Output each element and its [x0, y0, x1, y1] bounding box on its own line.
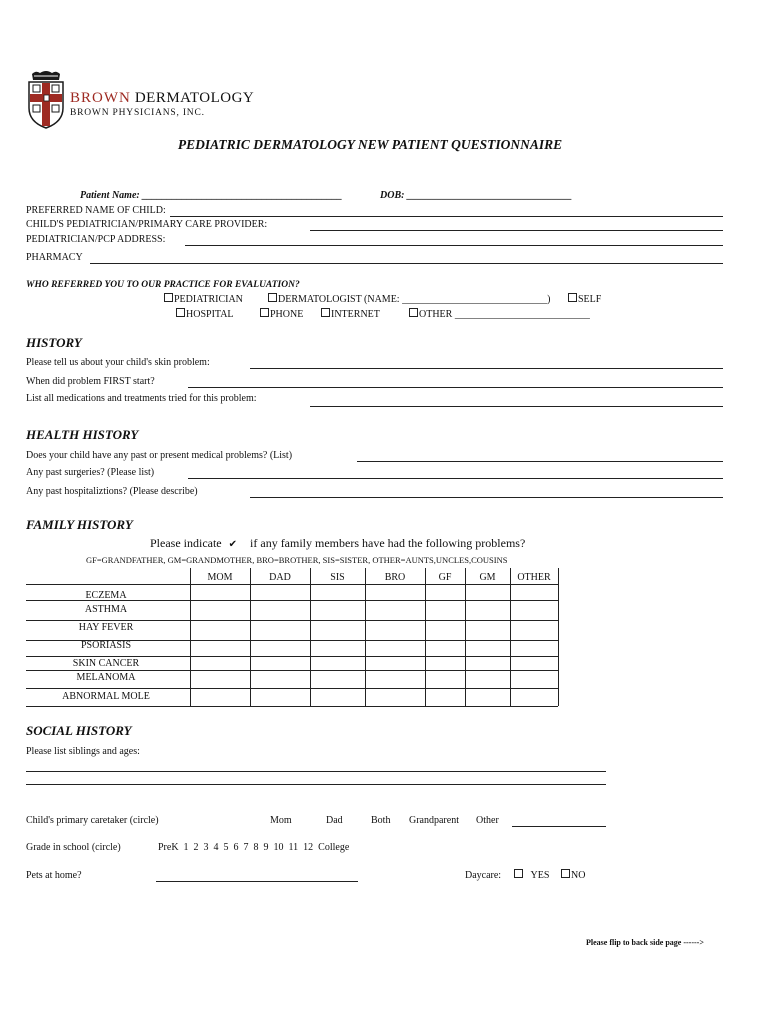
health-q2-field[interactable]: [188, 478, 723, 479]
siblings-field-2[interactable]: [26, 784, 606, 785]
family-instruction-a: Please indicate: [150, 536, 222, 550]
pets-label: Pets at home?: [26, 870, 82, 881]
family-col-header-mom: MOM: [207, 572, 233, 583]
caretaker-option-grandparent[interactable]: Grandparent: [409, 815, 459, 826]
family-grid-vline: [310, 568, 311, 706]
checkbox-icon[interactable]: [164, 293, 173, 302]
health-q3-label: Any past hospitaliztions? (Please describe): [26, 486, 198, 497]
family-row-label-asthma: ASTHMA: [84, 604, 128, 615]
checkbox-icon[interactable]: [561, 869, 570, 878]
health-q3-field[interactable]: [250, 497, 723, 498]
family-row-label-abnormal-mole: ABNORMAL MOLE: [62, 691, 150, 702]
family-instruction-b: if any family members have had the following problems?: [250, 536, 526, 550]
checkbox-icon[interactable]: [260, 308, 269, 317]
family-col-header-dad: DAD: [269, 572, 291, 583]
social-history-heading: SOCIAL HISTORY: [26, 723, 132, 738]
pharmacy-field[interactable]: [90, 263, 723, 264]
health-q1-field[interactable]: [357, 461, 723, 462]
family-row-label-skin-cancer: SKIN CANCER: [72, 658, 140, 669]
family-grid-vline: [558, 568, 559, 706]
history-heading: HISTORY: [26, 335, 82, 350]
caretaker-option-mom[interactable]: Mom: [270, 815, 292, 826]
siblings-label: Please list siblings and ages:: [26, 746, 140, 757]
referral-other-label: OTHER ___________________________: [419, 309, 590, 320]
history-q3-label: List all medications and treatments tried for this problem:: [26, 393, 257, 404]
history-q2-field[interactable]: [188, 387, 723, 388]
family-row-label-melanoma: MELANOMA: [76, 672, 136, 683]
family-grid-vline: [425, 568, 426, 706]
daycare-yes-option[interactable]: [514, 869, 549, 881]
logo-brand-red: BROWN: [70, 90, 131, 106]
health-q2-label: Any past surgeries? (Please list): [26, 467, 155, 478]
daycare-no-option[interactable]: [561, 869, 585, 881]
history-q1-label: Please tell us about your child's skin problem:: [26, 357, 210, 368]
checkbox-icon[interactable]: [268, 293, 277, 302]
caretaker-option-dad[interactable]: Dad: [326, 815, 343, 826]
logo-brand-black: DERMATOLOGY: [134, 90, 255, 106]
family-grid-vline: [190, 568, 191, 706]
preferred-name-field[interactable]: [170, 216, 723, 217]
caretaker-option-other[interactable]: Other: [476, 815, 499, 826]
logo: [26, 70, 276, 130]
family-grid-vline: [465, 568, 466, 706]
grade-label: Grade in school (circle): [26, 842, 121, 853]
family-col-header-gm: GM: [479, 572, 496, 583]
family-legend: GF=GRANDFATHER, GM=GRANDMOTHER, BRO=BROTHER, SIS=SISTER, OTHER=AUNTS,UNCLES,COUSINS: [86, 555, 508, 565]
health-q1-label: Does your child have any past or present medical problems? (List): [26, 450, 293, 461]
family-row-label-psoriasis: PSORIASIS: [80, 640, 132, 651]
patient-name-label: Patient Name: ________________________________________: [80, 190, 343, 201]
checkbox-icon[interactable]: [409, 308, 418, 317]
referral-phone-option[interactable]: [260, 308, 303, 320]
health-history-heading: HEALTH HISTORY: [26, 427, 139, 442]
family-grid-vline: [510, 568, 511, 706]
family-grid-hline: [26, 706, 558, 707]
pets-field[interactable]: [156, 881, 358, 882]
caretaker-label: Child's primary caretaker (circle): [26, 815, 159, 826]
family-history-heading: FAMILY HISTORY: [26, 517, 133, 532]
family-col-header-sis: SIS: [330, 572, 345, 583]
checkbox-icon[interactable]: [176, 308, 185, 317]
pcp-address-label: PEDIATRICIAN/PCP ADDRESS:: [26, 234, 166, 245]
family-instruction: [150, 536, 525, 551]
referral-pediatrician-option[interactable]: [164, 293, 243, 305]
family-grid-vline: [250, 568, 251, 706]
referral-dermatologist-option[interactable]: [268, 293, 550, 305]
family-grid-hline: [26, 670, 558, 671]
referral-pediatrician-label: PEDIATRICIAN: [174, 294, 243, 305]
dob-label: DOB: _________________________________: [380, 190, 572, 201]
grade-options[interactable]: PreK 1 2 3 4 5 6 7 8 9 10 11 12 College: [158, 842, 350, 853]
family-grid-hline: [26, 656, 558, 657]
checkbox-icon[interactable]: [321, 308, 330, 317]
flip-page-note: Please flip to back side page ------>: [586, 938, 704, 947]
history-q1-field[interactable]: [250, 368, 723, 369]
caretaker-other-field[interactable]: [512, 826, 606, 827]
referral-internet-option[interactable]: [321, 308, 380, 320]
referral-dermatologist-label: DERMATOLOGIST (NAME: _____________________________): [278, 294, 551, 305]
history-q2-label: When did problem FIRST start?: [26, 376, 155, 387]
family-grid-hline: [26, 584, 558, 585]
referral-internet-label: INTERNET: [331, 309, 380, 320]
page-title: PEDIATRIC DERMATOLOGY NEW PATIENT QUESTIONNAIRE: [177, 137, 563, 152]
family-grid-hline: [26, 620, 558, 621]
logo-subtitle: BROWN PHYSICIANS, INC.: [70, 108, 205, 118]
daycare-label: Daycare:: [465, 870, 502, 881]
family-row-label-eczema: ECZEMA: [85, 590, 127, 601]
family-row-label-hay-fever: HAY FEVER: [78, 622, 134, 633]
pediatrician-label: CHILD'S PEDIATRICIAN/PRIMARY CARE PROVIDER:: [26, 219, 268, 230]
checkmark-icon: ✔: [228, 539, 238, 550]
preferred-name-label: PREFERRED NAME OF CHILD:: [26, 205, 166, 216]
referral-self-option[interactable]: [568, 293, 601, 305]
checkbox-icon[interactable]: [514, 869, 523, 878]
family-col-header-other: OTHER: [517, 572, 551, 583]
family-col-header-bro: BRO: [384, 572, 406, 583]
family-grid-hline: [26, 688, 558, 689]
shield-logo-icon: [26, 70, 66, 130]
checkbox-icon[interactable]: [568, 293, 577, 302]
referral-hospital-label: HOSPITAL: [186, 309, 234, 320]
pediatrician-field[interactable]: [310, 230, 723, 231]
caretaker-option-both[interactable]: Both: [371, 815, 391, 826]
daycare-yes-label: YES: [530, 870, 550, 881]
referral-other-option[interactable]: [409, 308, 590, 320]
family-col-header-gf: GF: [438, 572, 452, 583]
family-grid-vline: [365, 568, 366, 706]
pharmacy-label: PHARMACY: [26, 252, 83, 263]
daycare-no-label: NO: [571, 870, 586, 881]
referral-phone-label: PHONE: [270, 309, 304, 320]
referral-question: WHO REFERRED YOU TO OUR PRACTICE FOR EVALUATION?: [26, 280, 300, 290]
pcp-address-field[interactable]: [185, 245, 723, 246]
referral-self-label: SELF: [578, 294, 602, 305]
referral-hospital-option[interactable]: [176, 308, 234, 320]
history-q3-field[interactable]: [310, 406, 723, 407]
siblings-field-1[interactable]: [26, 771, 606, 772]
